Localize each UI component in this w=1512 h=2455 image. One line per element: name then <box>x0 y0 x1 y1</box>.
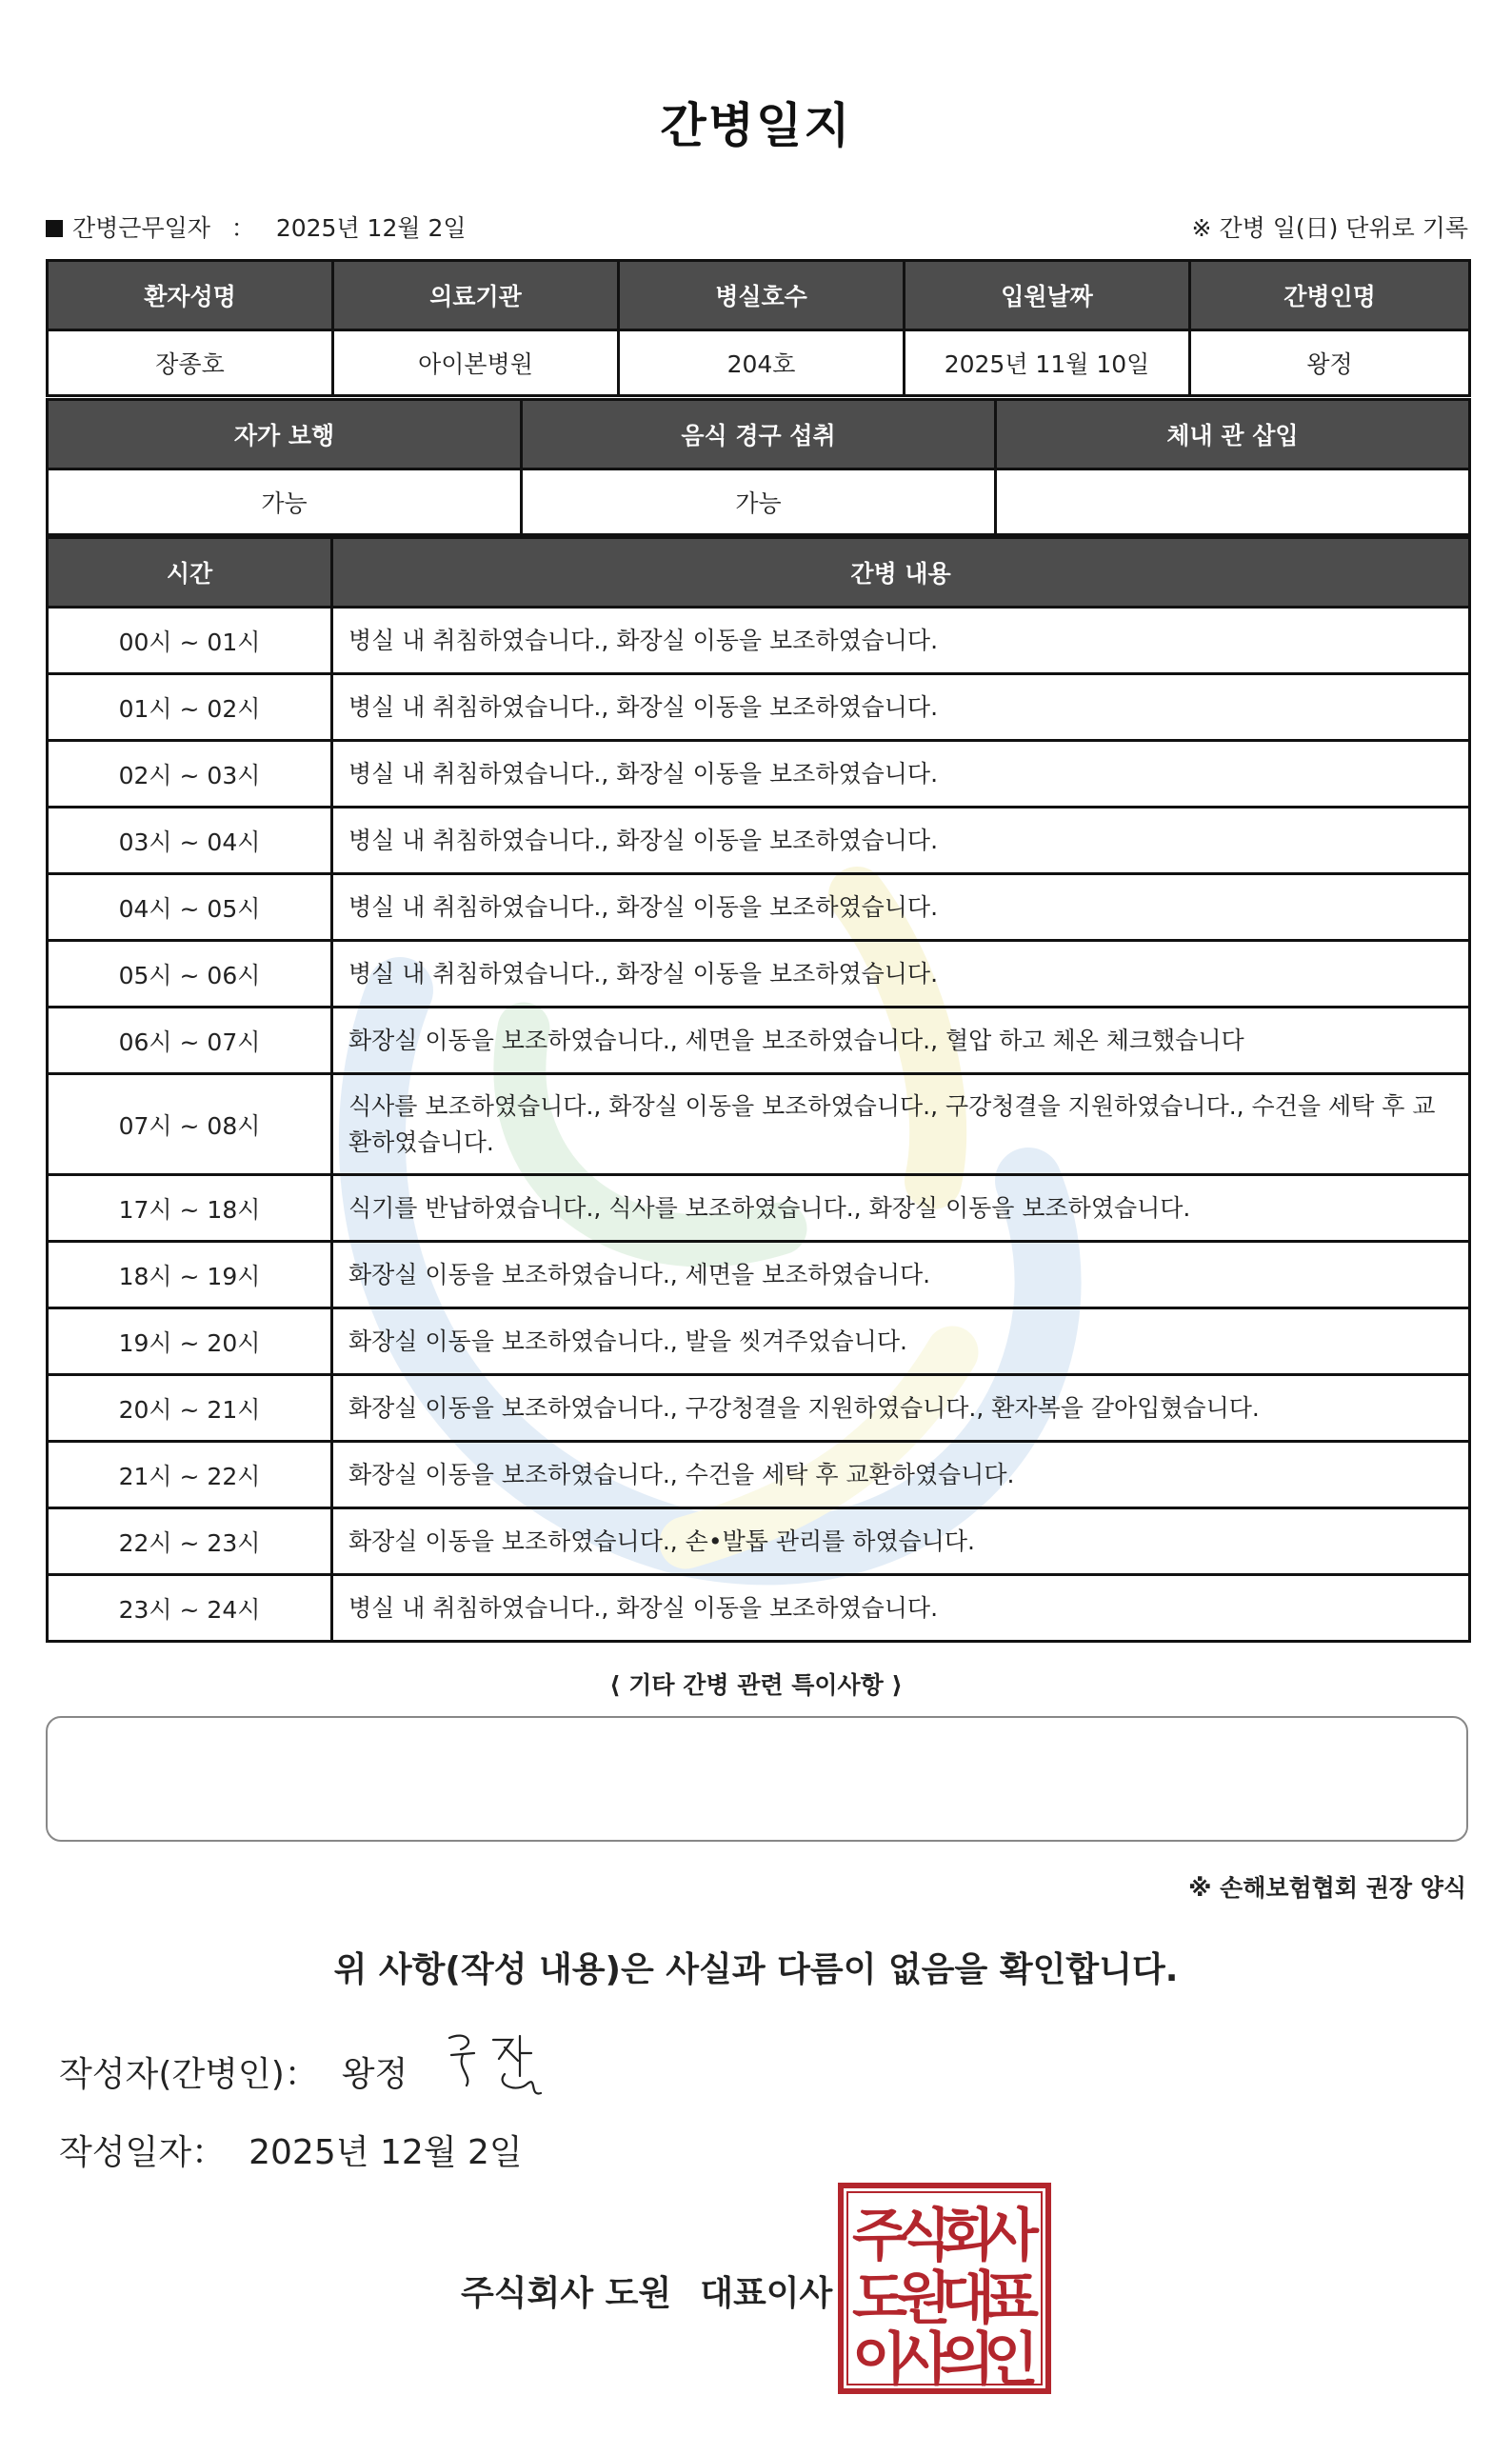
time-cell: 20시 ~ 21시 <box>48 1375 332 1442</box>
svg-text:표: 표 <box>984 2265 1039 2332</box>
work-date-label: 간병근무일자 <box>72 214 210 242</box>
table-row <box>48 1074 1470 1175</box>
content-cell: 화장실 이동을 보조하였습니다., 수건을 세탁 후 교환하였습니다. <box>332 1442 1470 1508</box>
table-row <box>48 1508 1470 1575</box>
table-row <box>48 1008 1470 1074</box>
work-date-value: 2025년 12월 2일 <box>275 214 467 242</box>
unit-note: ※ 간병 일(日) 단위로 기록 <box>1191 214 1468 242</box>
content-cell: 병실 내 취침하였습니다., 화장실 이동을 보조하였습니다. <box>332 674 1470 741</box>
header-tube-insertion: 체내 관 삽입 <box>996 400 1470 469</box>
table-row <box>48 1308 1470 1375</box>
remarks-title: ⟨ 기타 간병 관련 특이사항 ⟩ <box>609 1671 903 1699</box>
caregiver-name: 왕정 <box>1190 330 1470 396</box>
patient-name: 장종호 <box>48 330 333 396</box>
content-cell: 화장실 이동을 보조하였습니다., 손•발톱 관리를 하였습니다. <box>332 1508 1470 1575</box>
header-caregiver-name: 간병인명 <box>1190 261 1470 330</box>
content-cell: 병실 내 취침하였습니다., 화장실 이동을 보조하였습니다. <box>332 741 1470 808</box>
content-cell: 병실 내 취침하였습니다., 화장실 이동을 보조하였습니다. <box>332 608 1470 674</box>
svg-text:원: 원 <box>896 2265 951 2332</box>
work-date <box>46 210 467 244</box>
written-date-value: 2025년 12월 2일 <box>249 2133 523 2172</box>
time-cell: 23시 ~ 24시 <box>48 1575 332 1642</box>
written-date-row <box>59 2126 523 2174</box>
time-cell: 21시 ~ 22시 <box>48 1442 332 1508</box>
svg-text:인: 인 <box>984 2326 1039 2393</box>
patient-status-table <box>46 398 1471 536</box>
remarks-box <box>46 1716 1468 1842</box>
svg-text:대: 대 <box>940 2265 995 2332</box>
time-cell: 01시 ~ 02시 <box>48 674 332 741</box>
time-cell: 07시 ~ 08시 <box>48 1074 332 1175</box>
content-cell: 화장실 이동을 보조하였습니다., 구강청결을 지원하였습니다., 환자복을 갈아입혔습니다. <box>332 1375 1470 1442</box>
time-cell: 02시 ~ 03시 <box>48 741 332 808</box>
svg-text:의: 의 <box>940 2326 995 2393</box>
time-cell: 19시 ~ 20시 <box>48 1308 332 1375</box>
table-row <box>48 1242 1470 1308</box>
company-line <box>461 2266 832 2315</box>
square-bullet-icon <box>46 220 63 237</box>
content-cell: 병실 내 취침하였습니다., 화장실 이동을 보조하였습니다. <box>332 808 1470 874</box>
room-number: 204호 <box>619 330 905 396</box>
writer-label: 작성자(간병인)： <box>59 2055 319 2094</box>
time-cell: 00시 ~ 01시 <box>48 608 332 674</box>
table-row <box>48 1575 1470 1642</box>
care-log-table <box>46 536 1471 1643</box>
svg-text:사: 사 <box>984 2203 1039 2269</box>
writer-row <box>59 2047 408 2096</box>
header-self-walking: 자가 보행 <box>48 400 522 469</box>
time-cell: 18시 ~ 19시 <box>48 1242 332 1308</box>
content-cell: 병실 내 취침하였습니다., 화장실 이동을 보조하였습니다. <box>332 941 1470 1008</box>
svg-text:회: 회 <box>940 2203 995 2269</box>
company-name: 주식회사 도원 <box>461 2274 672 2313</box>
svg-text:식: 식 <box>896 2203 951 2269</box>
header-admission-date: 입원날짜 <box>905 261 1190 330</box>
svg-text:사: 사 <box>896 2326 951 2393</box>
table-row <box>48 808 1470 874</box>
oral-intake-value: 가능 <box>522 469 996 535</box>
tube-insertion-value <box>996 469 1470 535</box>
meta-row <box>46 210 1468 248</box>
admission-date: 2025년 11월 10일 <box>905 330 1190 396</box>
confirmation-statement: 위 사항(작성 내용)은 사실과 다름이 없음을 확인합니다. <box>333 1950 1179 1989</box>
header-care-content: 간병 내용 <box>332 538 1470 608</box>
table-row <box>48 941 1470 1008</box>
table-row <box>48 874 1470 941</box>
hospital-name: 아이본병원 <box>333 330 619 396</box>
patient-info-table <box>46 259 1471 397</box>
content-cell: 화장실 이동을 보조하였습니다., 발을 씻겨주었습니다. <box>332 1308 1470 1375</box>
header-patient-name: 환자성명 <box>48 261 333 330</box>
writer-name: 왕정 <box>341 2055 408 2094</box>
time-cell: 04시 ~ 05시 <box>48 874 332 941</box>
table-row <box>48 1442 1470 1508</box>
table-row <box>48 741 1470 808</box>
table-row <box>48 674 1470 741</box>
content-cell: 화장실 이동을 보조하였습니다., 세면을 보조하였습니다. <box>332 1242 1470 1308</box>
form-note: ※ 손해보험협회 권장 양식 <box>1188 1874 1466 1902</box>
time-cell: 05시 ~ 06시 <box>48 941 332 1008</box>
table-row <box>48 1175 1470 1242</box>
work-date-sep: ： <box>230 214 255 242</box>
company-seal <box>838 2183 1051 2394</box>
table-row <box>48 608 1470 674</box>
self-walking-value: 가능 <box>48 469 522 535</box>
content-cell: 화장실 이동을 보조하였습니다., 세면을 보조하였습니다., 혈압 하고 체온 체크했습니다 <box>332 1008 1470 1074</box>
written-date-label: 작성일자： <box>59 2133 227 2172</box>
document-title: 간병일지 <box>660 98 852 153</box>
svg-text:이: 이 <box>852 2326 907 2393</box>
time-cell: 06시 ~ 07시 <box>48 1008 332 1074</box>
time-cell: 17시 ~ 18시 <box>48 1175 332 1242</box>
svg-text:도: 도 <box>852 2265 907 2332</box>
content-cell: 병실 내 취침하였습니다., 화장실 이동을 보조하였습니다. <box>332 874 1470 941</box>
handwritten-signature <box>438 2026 552 2103</box>
content-cell: 식사를 보조하였습니다., 화장실 이동을 보조하였습니다., 구강청결을 지원하였습니다., 수건을 세탁 후 교환하였습니다. <box>332 1074 1470 1175</box>
header-hospital: 의료기관 <box>333 261 619 330</box>
header-room-number: 병실호수 <box>619 261 905 330</box>
time-cell: 03시 ~ 04시 <box>48 808 332 874</box>
content-cell: 병실 내 취침하였습니다., 화장실 이동을 보조하였습니다. <box>332 1575 1470 1642</box>
content-cell: 식기를 반납하였습니다., 식사를 보조하였습니다., 화장실 이동을 보조하였습니다. <box>332 1175 1470 1242</box>
header-oral-intake: 음식 경구 섭취 <box>522 400 996 469</box>
svg-text:주: 주 <box>852 2203 907 2269</box>
table-row <box>48 1375 1470 1442</box>
time-cell: 22시 ~ 23시 <box>48 1508 332 1575</box>
company-representative: 대표이사 <box>700 2274 833 2313</box>
header-time: 시간 <box>48 538 332 608</box>
